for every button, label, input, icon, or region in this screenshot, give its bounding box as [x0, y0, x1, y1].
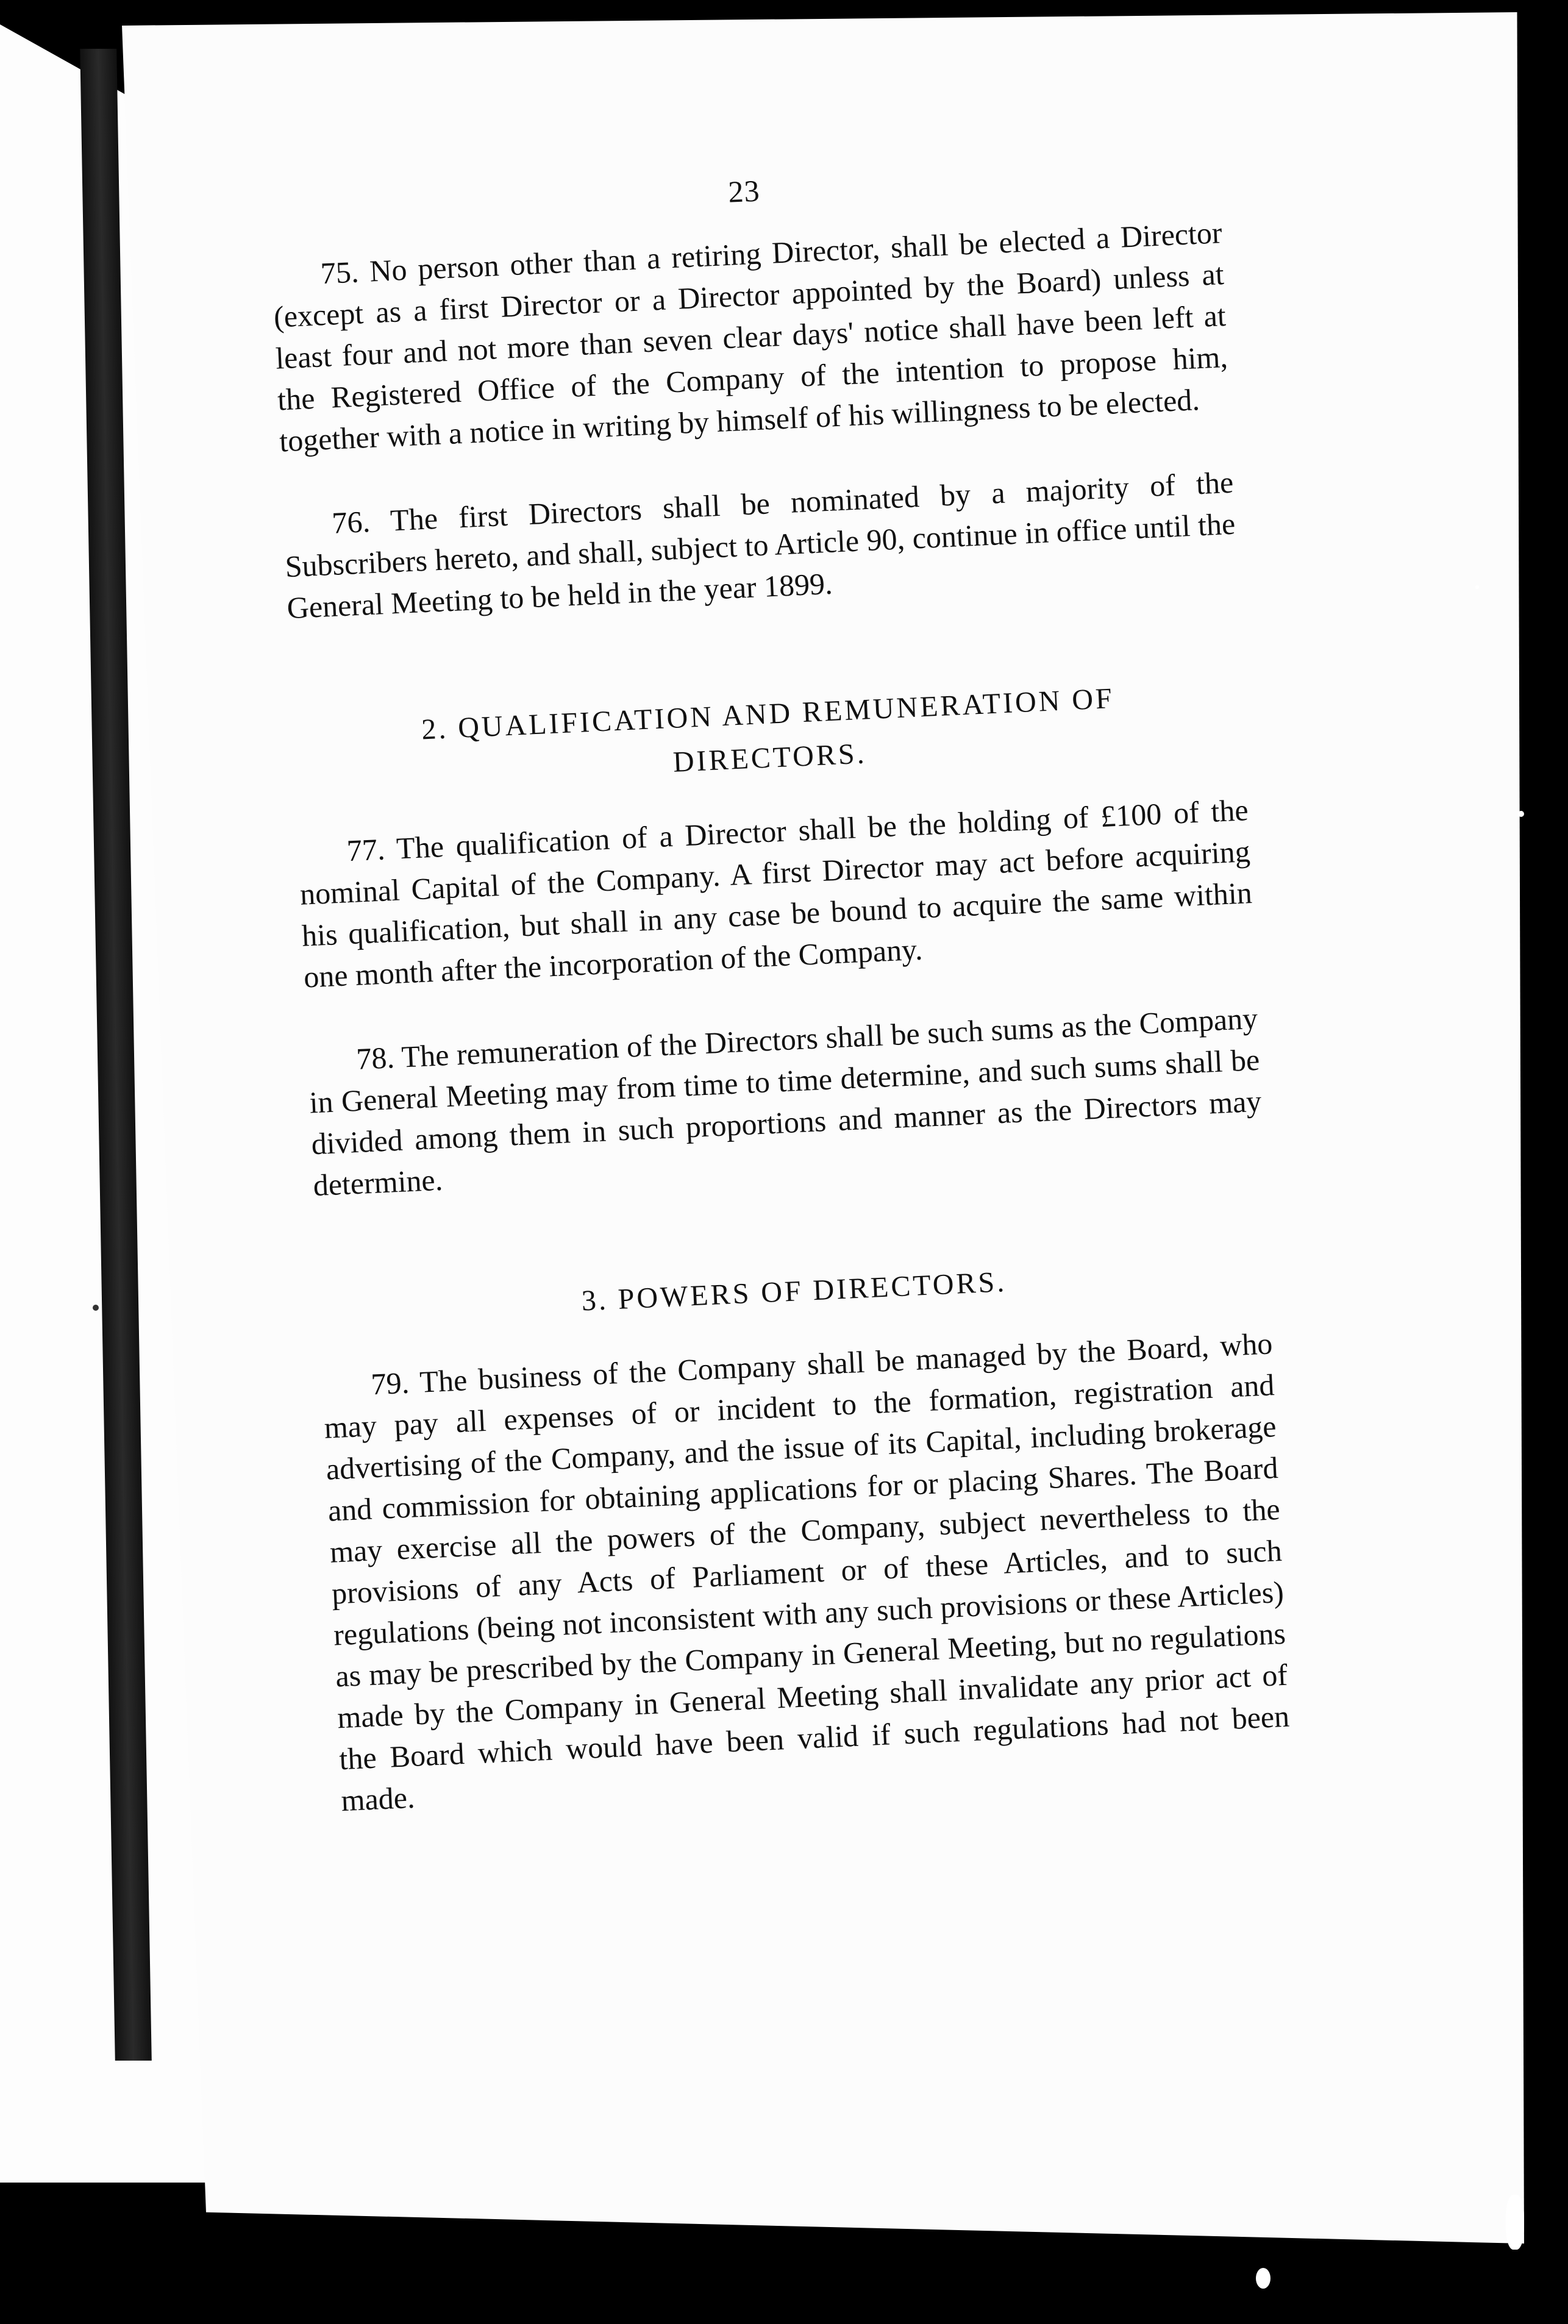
section-heading-line: 3. POWERS OF DIRECTORS.: [580, 1265, 1008, 1317]
article-77: 77. The qualification of a Director shall be the holding of £100 of the nominal Capital of the Company. A first Director may act before acquiring his qualification, but shall in any case be bound to acquire the same within one month after the incorporation of the Company.: [299, 793, 1253, 994]
article-76: 76. The first Directors shall be nominated by a majority of the Subscribers hereto, and shall, subject to Article 90, continue in office until the General Meeting to be held in the year 1899.: [284, 465, 1236, 626]
page-number: 23: [727, 173, 761, 209]
scan-speck: [1518, 811, 1524, 817]
scan-speck: [93, 1305, 99, 1311]
article-79: 79. The business of the Company shall be managed by the Board, who may pay all expenses of or incident to the formation, registration and advertising of the Company, and the issue of its Capital, including brokerage and commission for obtaining applications for or placing Shares. The Board may exercise all the powers of the Company, subject nevertheless to the provisions of any Acts of Parliament or of these Articles, and to such regulations (being not inconsistent with any such provisions or these Articles) as may be prescribed by the Company in General Meeting, but no regulations made by the Company in General Meeting shall invalidate any prior act of the Board which would have been valid if such regulations had not been made.: [323, 1326, 1291, 1818]
article-75: 75. No person other than a retiring Director, shall be elected a Director (except as a first Director or a Director appointed by the Board) unless at least four and not more than seven clear days' notice shall have been left at the Registered Office of the Company of the intention to propose him, together with a notice in writing by himself of his willingness to be elected.: [273, 215, 1228, 458]
section-heading-qualification: [292, 671, 1246, 802]
scan-speck: [1506, 2195, 1524, 2250]
article-78: 78. The remuneration of the Directors shall be such sums as the Company in General Meeting may from time to time determine, and such sums shall be divided among them in such proportions and manner as the Directors may determine.: [308, 1000, 1263, 1203]
scan-speck: [1256, 2268, 1270, 2289]
section-heading-powers: [318, 1248, 1270, 1335]
section-heading-line: DIRECTORS.: [672, 737, 868, 779]
scan-speck: [1475, 585, 1479, 589]
section-heading-line: 2. QUALIFICATION AND REMUNERATION OF: [421, 682, 1115, 746]
page-content: [268, 152, 1294, 1864]
